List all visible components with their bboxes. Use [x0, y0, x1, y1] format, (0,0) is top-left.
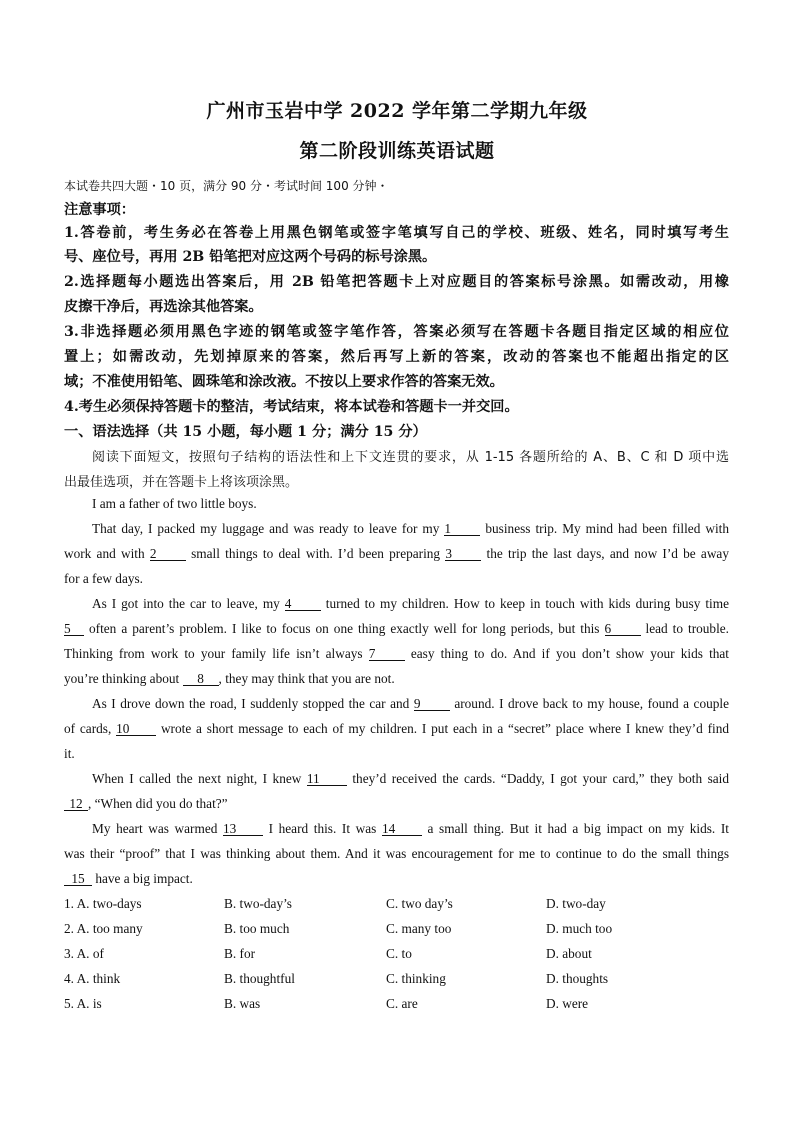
option-3-a: 3. A. of	[64, 946, 104, 961]
blank-3: 3	[445, 547, 481, 561]
passage-text: small things to deal with. I’d been preparing	[185, 546, 446, 561]
passage-line	[64, 871, 193, 887]
passage-line: it.	[64, 746, 75, 761]
blank-14: 14	[382, 822, 422, 836]
passage-text: you’re thinking about	[64, 671, 183, 686]
passage-text: often a parent’s problem. I like to focus on one thing exactly well for long periods, but this	[84, 621, 605, 636]
option-1-b: B. two-day’s	[224, 896, 292, 911]
passage-text: a small thing. But it had a big impact on my kids. It	[421, 821, 729, 836]
blank-6: 6	[605, 622, 641, 636]
passage-text: work and with	[64, 546, 150, 561]
notice-line: 域；不准使用铅笔、圆珠笔和涂改液。不按以上要求作答的答案无效。	[64, 374, 504, 390]
option-5-c: C. are	[386, 996, 418, 1011]
option-1-a: 1. A. two-days	[64, 896, 142, 911]
passage-paragraph: I am a father of two little boys.	[92, 496, 257, 511]
blank-1: 1	[444, 522, 480, 536]
blank-12: 12	[64, 797, 88, 811]
blank-13: 13	[223, 822, 263, 836]
blank-9: 9	[414, 697, 450, 711]
passage-text: lead to trouble.	[640, 621, 729, 636]
passage-text: I heard this. It was	[262, 821, 382, 836]
passage-text: wrote a short message to each of my children. I put each in a “secret” place where I knew they’d find	[156, 721, 729, 736]
passage-text: easy thing to do. And if you don’t show your kids that	[404, 646, 730, 661]
passage-text: As I drove down the road, I suddenly stopped the car and	[92, 696, 414, 711]
blank-11: 11	[307, 772, 347, 786]
option-4-c: C. thinking	[386, 971, 446, 986]
notice-heading: 注意事项：	[64, 202, 135, 218]
passage-text: around. I drove back to my house, found a couple	[449, 696, 729, 711]
option-5-d: D. were	[546, 996, 589, 1011]
option-5-a: 5. A. is	[64, 996, 102, 1011]
passage-line	[64, 771, 729, 787]
notice-line: 号、座位号，再用 2B 铅笔把对应这两个号码的标号涂黑。	[64, 249, 437, 265]
option-3-b: B. for	[224, 946, 256, 961]
passage-line: for a few days.	[64, 571, 144, 586]
option-2-c: C. many too	[386, 921, 452, 936]
passage-line	[64, 646, 729, 662]
notice-line: 2.选择题每小题选出答案后，用 2B 铅笔把答题卡上对应题目的答案标号涂黑。如需改动，用橡	[64, 274, 729, 290]
notice-line: 3.非选择题必须用黑色字迹的钢笔或签字笔作答，答案必须写在答题卡各题目指定区域的相应位	[64, 324, 729, 340]
option-3-d: D. about	[546, 946, 592, 961]
blank-2: 2	[150, 547, 186, 561]
passage-text: turned to my children. How to keep in touch with kids during busy time	[320, 596, 729, 611]
notice-line: 1.答卷前，考生务必在答卷上用黑色钢笔或签字笔填写自己的学校、班级、姓名，同时填写考生	[64, 225, 729, 241]
passage-line	[64, 671, 395, 687]
blank-15: 15	[64, 872, 92, 886]
passage-text: My heart was warmed	[92, 821, 223, 836]
section-instruction: 出最佳选项，并在答题卡上将该项涂黑。	[64, 475, 299, 490]
option-4-d: D. thoughts	[546, 971, 609, 986]
passage-text: Thinking from work to your family life isn’t always	[64, 646, 369, 661]
blank-10: 10	[116, 722, 156, 736]
passage-text: , they may think that you are not.	[218, 671, 395, 686]
passage-line	[64, 596, 729, 612]
blank-5: 5	[64, 622, 84, 636]
option-3-c: C. to	[386, 946, 412, 961]
passage-line: was their “proof” that I was thinking about them. And it was encouragement for me to continue to do the small things	[64, 846, 729, 861]
exam-title-line2: 第二阶段训练英语试题	[299, 140, 495, 162]
notice-line: 4.考生必须保持答题卡的整洁，考试结束，将本试卷和答题卡一并交回。	[64, 399, 519, 415]
section-instruction: 阅读下面短文，按照句子结构的语法性和上下文连贯的要求，从 1-15 各题所给的 A、B、C 和 D 项中选	[92, 450, 729, 465]
passage-text: As I got into the car to leave, my	[92, 596, 285, 611]
option-2-b: B. too much	[224, 921, 290, 936]
notice-line: 皮擦干净后，再选涂其他答案。	[64, 299, 263, 315]
passage-text: they’d received the cards. “Daddy, I got your card,” they both said	[346, 771, 729, 786]
passage-line	[64, 821, 729, 837]
passage-text: of cards,	[64, 721, 117, 736]
passage-line	[64, 721, 729, 737]
blank-4: 4	[285, 597, 321, 611]
passage-line	[64, 696, 729, 712]
exam-intro: 本试卷共四大题・10 页，满分 90 分・考试时间 100 分钟・	[64, 179, 389, 193]
passage-text: , “When did you do that?”	[88, 796, 228, 811]
passage-line	[64, 621, 729, 637]
notice-line: 置上；如需改动，先划掉原来的答案，然后再写上新的答案，改动的答案也不能超出指定的区	[64, 349, 729, 365]
option-1-c: C. two day’s	[386, 896, 453, 911]
passage-text: When I called the next night, I knew	[92, 771, 307, 786]
option-4-b: B. thoughtful	[224, 971, 295, 986]
passage-line	[64, 546, 729, 562]
option-5-b: B. was	[224, 996, 261, 1011]
exam-title-line1: 广州市玉岩中学 2022 学年第二学期九年级	[206, 100, 588, 122]
option-2-a: 2. A. too many	[64, 921, 143, 936]
passage-line	[64, 521, 729, 537]
passage-text: have a big impact.	[92, 871, 193, 886]
blank-8: 8	[183, 672, 219, 686]
passage-text: the trip the last days, and now I’d be away	[481, 546, 729, 561]
blank-7: 7	[369, 647, 405, 661]
option-4-a: 4. A. think	[64, 971, 121, 986]
passage-text: business trip. My mind had been filled with	[480, 521, 729, 536]
section-heading: 一、语法选择（共 15 小题，每小题 1 分；满分 15 分）	[64, 424, 427, 440]
passage-line	[64, 796, 228, 812]
passage-text: That day, I packed my luggage and was ready to leave for my	[92, 521, 445, 536]
option-1-d: D. two-day	[546, 896, 606, 911]
option-2-d: D. much too	[546, 921, 613, 936]
